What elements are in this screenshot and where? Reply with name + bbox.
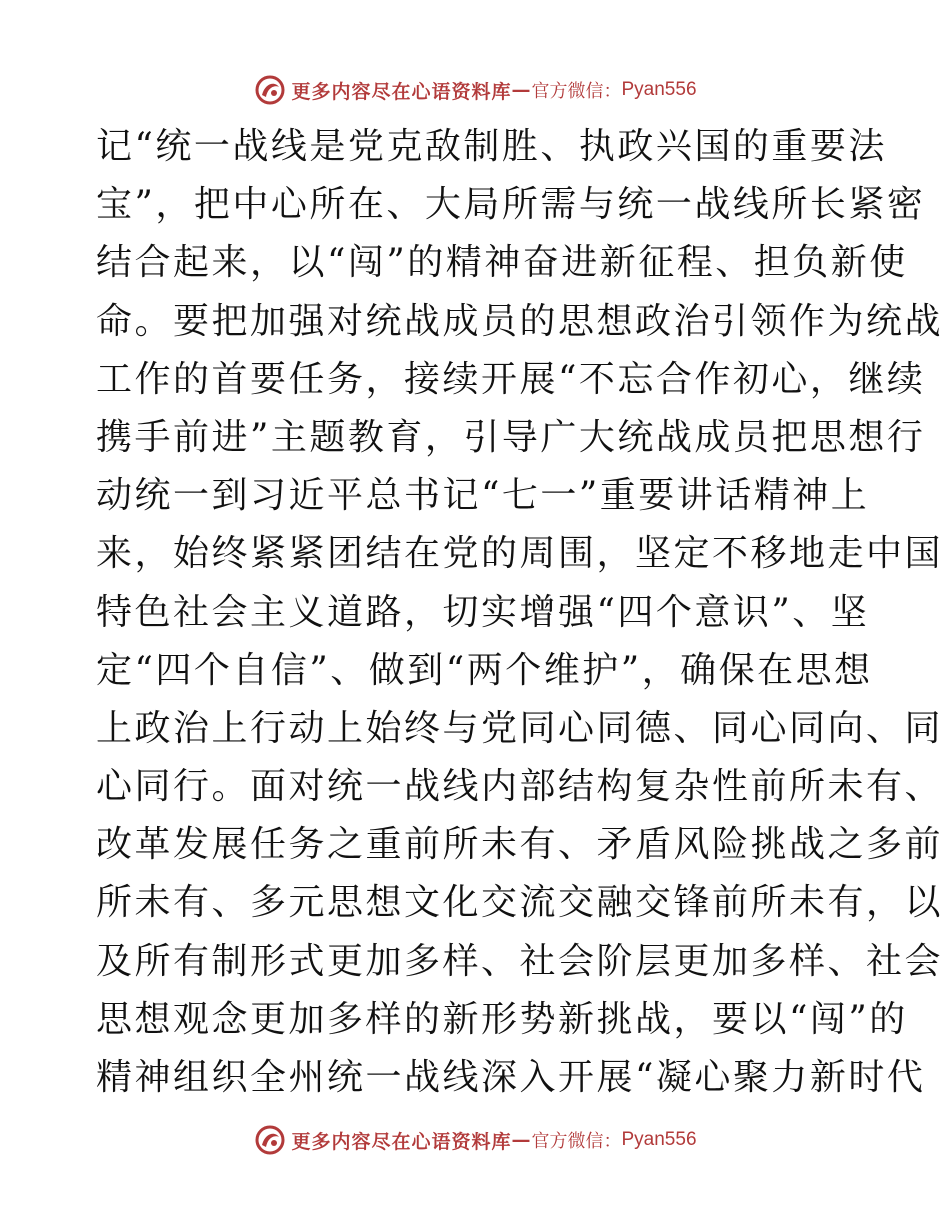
text-line: 命。要把加强对统战成员的思想政治引领作为统战 xyxy=(96,300,944,342)
document-body xyxy=(96,118,944,1107)
watermark-wechat-label: 官方微信： xyxy=(531,81,622,102)
text-line: 携手前进”主题教育，引导广大统战成员把思想行 xyxy=(96,416,926,458)
text-line: 来，始终紧紧团结在党的周围，坚定不移地走中国 xyxy=(96,533,944,575)
footer-watermark xyxy=(0,1120,950,1160)
text-line: 思想观念更加多样的新形势新挑战，要以“闯”的 xyxy=(96,998,908,1040)
text-line: 精神组织全州统一战线深入开展“凝心聚力新时代 xyxy=(96,1057,926,1098)
header-watermark xyxy=(0,70,950,110)
watermark-site-text: 更多内容尽在心语资料库 xyxy=(291,1130,512,1153)
text-line: 动统一到习近平总书记“七一”重要讲话精神上 xyxy=(96,475,870,517)
watermark-site-text: 更多内容尽在心语资料库 xyxy=(291,80,512,103)
text-line: 记“统一战线是党克敌制胜、执政兴国的重要法 xyxy=(96,126,887,167)
watermark-wechat-id: Pyan556 xyxy=(621,79,697,100)
text-line: 所未有、多元思想文化交流交融交锋前所未有，以 xyxy=(96,882,944,924)
watermark-wechat-id: Pyan556 xyxy=(621,1129,697,1150)
text-line: 结合起来，以“闯”的精神奋进新征程、担负新使 xyxy=(96,242,908,284)
text-line: 宝”，把中心所在、大局所需与统一战线所长紧密 xyxy=(96,184,926,226)
watermark-separator: — xyxy=(511,1129,532,1151)
red-swirl-logo-icon xyxy=(253,73,287,107)
watermark-separator: — xyxy=(511,79,532,101)
watermark-wechat-label: 官方微信： xyxy=(531,1131,622,1152)
text-line: 特色社会主义道路，切实增强“四个意识”、坚 xyxy=(96,591,870,633)
text-line: 定“四个自信”、做到“两个维护”，确保在思想 xyxy=(96,649,873,691)
text-line: 工作的首要任务，接续开展“不忘合作初心，继续 xyxy=(96,358,926,400)
text-line: 心同行。面对统一战线内部结构复杂性前所未有、 xyxy=(96,766,944,808)
text-line: 改革发展任务之重前所未有、矛盾风险挑战之多前 xyxy=(96,824,944,866)
red-swirl-logo-icon xyxy=(253,1123,287,1157)
text-line: 上政治上行动上始终与党同心同德、同心同向、同 xyxy=(96,707,944,749)
text-line: 及所有制形式更加多样、社会阶层更加多样、社会 xyxy=(96,940,944,982)
